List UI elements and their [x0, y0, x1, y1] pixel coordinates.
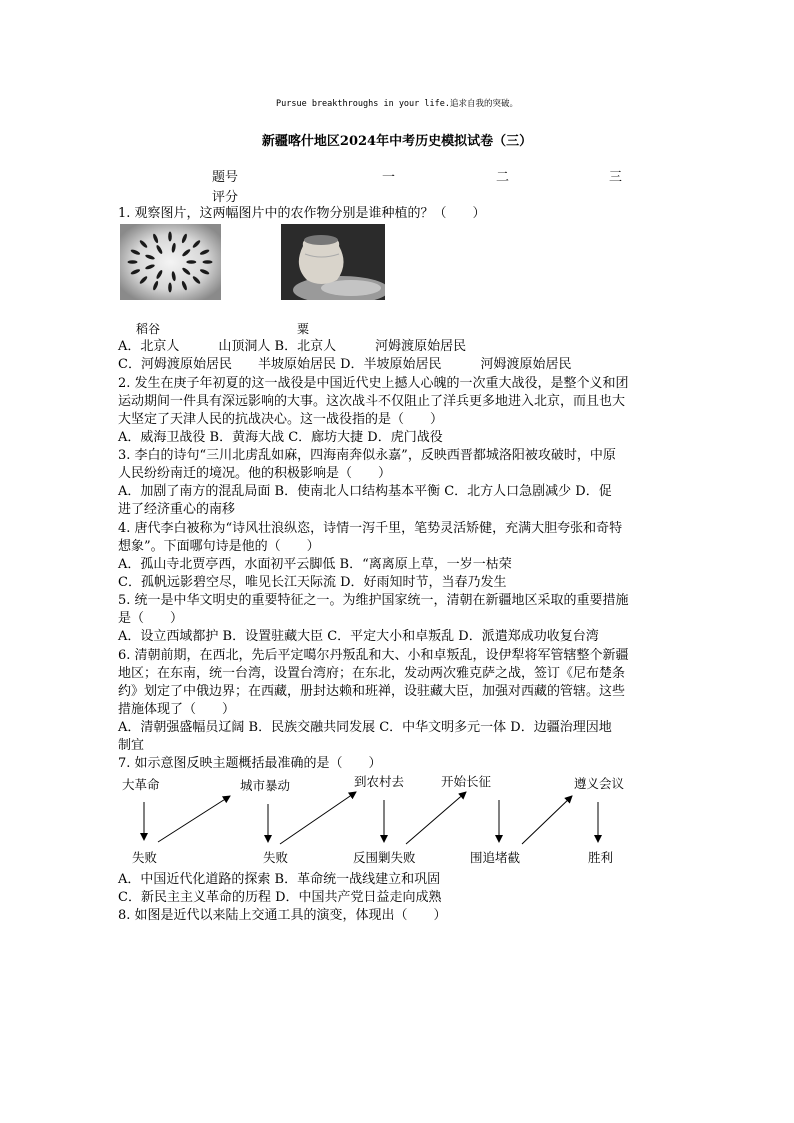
arrow-up-1 — [158, 796, 230, 842]
arrow-up-4 — [522, 796, 572, 844]
diagram-top-5: 遵义会议 — [574, 776, 625, 791]
rice-grain — [128, 260, 138, 264]
q5-options: A．设立西域都护 B．设置驻藏大臣 C．平定大小和卓叛乱 D．派遣郑成功收复台湾 — [118, 629, 599, 644]
q3-line-1: 3. 李白的诗句“三川北虏乱如麻，四海南奔似永嘉”，反映西晋都城洛阳被攻破时，中原 — [118, 448, 616, 463]
diagram-top-4: 开始长征 — [441, 774, 492, 789]
caption-millet: 粟 — [297, 322, 310, 336]
rice-grain — [203, 260, 213, 264]
rice-grain — [168, 232, 172, 242]
score-table-col-2: 二 — [496, 170, 510, 185]
diagram-top-1: 大革命 — [122, 777, 160, 792]
rice-grains-image — [120, 224, 221, 300]
page-title: 新疆喀什地区2024年中考历史模拟试卷（三） — [261, 134, 533, 149]
arrow-up-2 — [280, 792, 356, 844]
diagram-bottom-1: 失败 — [132, 850, 158, 865]
arrow-up-3 — [406, 792, 466, 844]
diagram-bottom-4: 围追堵截 — [470, 850, 521, 865]
q4-options-1: A．孤山寺北贾亭西，水面初平云脚低 B．“离离原上草，一岁一枯荣 — [118, 557, 512, 572]
q7-flow-diagram — [110, 768, 650, 872]
q5-line-1: 5. 统一是中华文明史的重要特征之一。为维护国家统一，清朝在新疆地区采取的重要措施 — [118, 593, 629, 608]
header-motto: Pursue breakthroughs in your life.追求自我的突破。 — [276, 99, 518, 109]
diagram-top-3: 到农村去 — [354, 774, 405, 789]
score-table-score-label: 评分 — [212, 190, 239, 205]
q2-line-2: 运动期间一件具有深远影响的大事。这次战斗不仅阻止了洋兵更多地进入北京，而且也大 — [118, 394, 626, 409]
q7-options-1: A．中国近代化道路的探索 B．革命统一战线建立和巩固 — [118, 872, 441, 887]
q3-options-2: 进了经济重心的南移 — [118, 502, 236, 517]
q6-line-1: 6. 清朝前期，在西北，先后平定噶尔丹叛乱和大、小和卓叛乱，设伊犁将军管辖整个新疆 — [118, 648, 629, 663]
q2-options: A．威海卫战役 B．黄海大战 C．廊坊大捷 D．虎门战役 — [118, 430, 443, 445]
q7-options-2: C．新民主主义革命的历程 D．中国共产党日益走向成熟 — [118, 890, 442, 905]
q2-line-3: 大坚定了天津人民的抗战决心。这一战役指的是（ ） — [118, 412, 444, 427]
diagram-bottom-3: 反围剿失败 — [353, 850, 416, 865]
caption-rice: 稻谷 — [136, 322, 161, 336]
q6-options-2: 制宜 — [118, 738, 145, 753]
q6-line-4: 措施体现了（ ） — [118, 702, 236, 717]
millet-pot-image — [281, 224, 385, 300]
q4-options-2: C．孤帆远影碧空尽，唯见长江天际流 D．好雨知时节，当春乃发生 — [118, 575, 507, 590]
q4-line-2: 想象”。下面哪句诗是他的（ ） — [118, 539, 320, 554]
q5-line-2: 是（ ） — [118, 611, 184, 626]
q2-line-1: 2. 发生在庚子年初夏的这一战役是中国近代史上撼人心魄的一次重大战役，是整个义和团 — [118, 376, 629, 391]
q1-options-ab: A．北京人 山顶洞人 B．北京人 河姆渡原始居民 — [118, 339, 467, 354]
q1-stem: 1. 观察图片，这两幅图片中的农作物分别是谁种植的？（ ） — [118, 206, 486, 221]
diagram-bottom-5: 胜利 — [588, 850, 614, 865]
diagram-bottom-2: 失败 — [263, 850, 289, 865]
q4-line-1: 4. 唐代李白被称为“诗风壮浪纵恣，诗情一泻千里，笔势灵活矫健，充满大胆夸张和奇特 — [118, 521, 623, 536]
q3-line-2: 人民纷纷南迁的境况。他的积极影响是（ ） — [118, 466, 392, 481]
q1-options-cd: C．河姆渡原始居民 半坡原始居民 D．半坡原始居民 河姆渡原始居民 — [118, 357, 572, 372]
q7-stem: 7. 如示意图反映主题概括最准确的是（ ） — [118, 756, 382, 771]
rice-grain — [186, 260, 196, 264]
score-table-col-3: 三 — [609, 170, 623, 185]
q6-line-2: 地区；在东南，统一台湾，设置台湾府；在东北，发动两次雅克萨之战，签订《尼布楚条 — [118, 666, 626, 681]
q6-options-1: A．清朝强盛幅员辽阔 B．民族交融共同发展 C．中华文明多元一体 D．边疆治理因地 — [118, 720, 612, 735]
diagram-top-2: 城市暴动 — [240, 778, 291, 793]
score-table-col-1: 一 — [382, 170, 396, 185]
q3-options-1: A．加剧了南方的混乱局面 B．使南北人口结构基本平衡 C．北方人口急剧减少 D．促 — [118, 484, 612, 499]
q6-line-3: 约》划定了中俄边界；在西藏，册封达赖和班禅，设驻藏大臣，加强对西藏的管辖。这些 — [118, 684, 626, 699]
score-table-row-label: 题号 — [212, 170, 239, 185]
rice-grain — [168, 283, 172, 293]
q8-stem: 8. 如图是近代以来陆上交通工具的演变，体现出（ ） — [118, 908, 447, 923]
